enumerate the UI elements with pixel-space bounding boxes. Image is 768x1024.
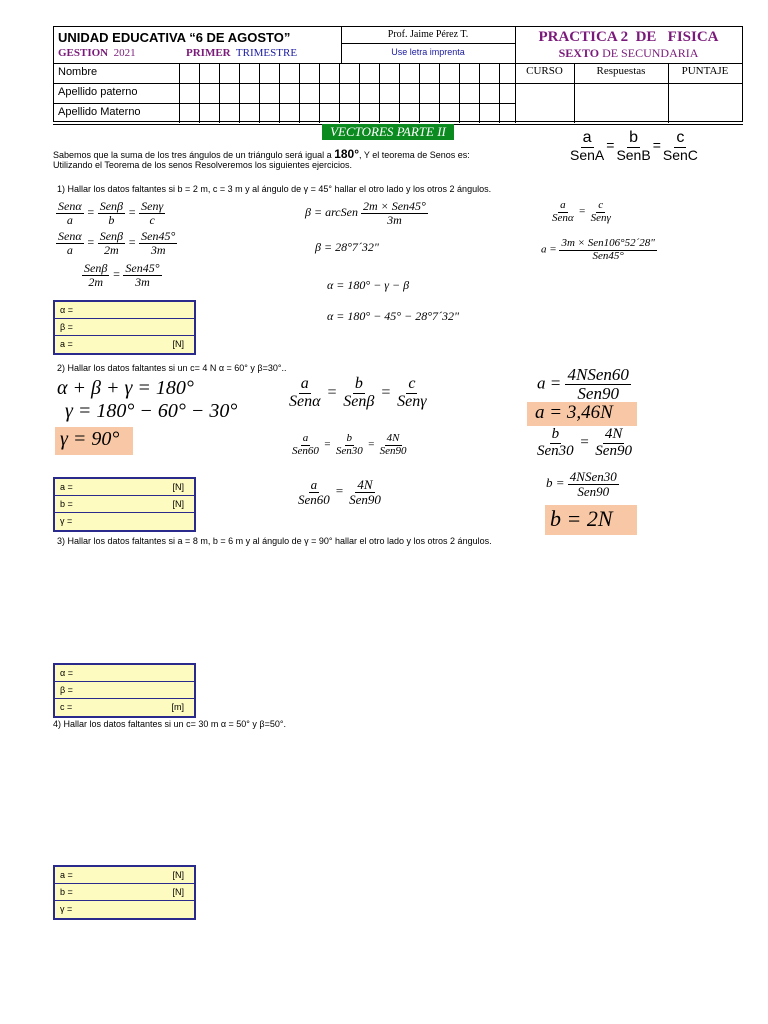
- p1-beta-result: β = 28°7´32": [315, 240, 379, 254]
- eq-term: Sen90: [577, 383, 619, 402]
- p2-b-result: b = 2N: [550, 506, 613, 531]
- p1-alpha-2: α = 180° − 45° − 28°7´32": [327, 309, 460, 323]
- divider: [54, 63, 742, 64]
- law-a: a: [582, 129, 592, 146]
- eq-term: Senβ: [99, 199, 124, 213]
- answer-row[interactable]: [55, 867, 194, 884]
- label-respuestas: Respuestas: [596, 65, 646, 77]
- eq-term: Senγ: [141, 199, 164, 213]
- intro-text-a: Sabemos que la suma de los tres ángulos de un triángulo será igual a: [53, 150, 332, 160]
- intro-line-2: Utilizando el Teorema de los senos Resolveremos los siguientes ejercicios.: [53, 160, 352, 170]
- answer-label: b =: [60, 887, 73, 897]
- eq-term: b: [346, 432, 353, 444]
- eq-term: 4N: [357, 477, 373, 492]
- intro-180: 180°: [334, 147, 360, 161]
- grade-sexto: SEXTO: [558, 46, 600, 60]
- eq-term: a: [302, 432, 309, 444]
- label-apellido-paterno: Apellido paterno: [58, 86, 138, 98]
- answer-label: c =: [60, 702, 73, 712]
- gestion-year: 2021: [113, 47, 136, 59]
- label-apellido-materno: Apellido Materno: [58, 106, 141, 118]
- eq-term: Senβ: [343, 392, 375, 410]
- answer-row[interactable]: [55, 319, 194, 336]
- law-c: c: [676, 129, 685, 146]
- answer-unit: [N]: [172, 482, 184, 492]
- eq-term: a: [310, 477, 318, 492]
- divider: [219, 63, 220, 123]
- answer-unit: [N]: [172, 499, 184, 509]
- divider: [54, 83, 742, 84]
- eq-term: 2m: [104, 242, 119, 257]
- answer-label: γ =: [60, 516, 73, 526]
- trimestre: [186, 47, 297, 59]
- eq-term: 4N: [604, 426, 623, 442]
- p2-gamma-eq: γ = 180° − 60° − 30°: [65, 400, 238, 422]
- eq-term: Sen45°: [125, 261, 160, 275]
- eq-term: 3m: [135, 274, 150, 289]
- p2-b-formula: [546, 470, 619, 498]
- answer-label: a =: [60, 870, 73, 880]
- law-senc: SenC: [662, 146, 698, 163]
- eq-term: Senβ: [99, 229, 124, 243]
- answer-row[interactable]: [55, 496, 194, 513]
- grade-rest: DE SECUNDARIA: [602, 46, 699, 60]
- instruction-text: Use letra imprenta: [391, 47, 465, 57]
- divider: [341, 43, 515, 44]
- trimestre-primer: PRIMER: [186, 47, 231, 59]
- eq-term: c: [598, 199, 604, 211]
- law-eq: =: [606, 136, 615, 153]
- divider: [419, 63, 420, 123]
- header-table: [53, 26, 743, 122]
- eq-term: Sen90: [577, 483, 610, 499]
- eq-term: 3m × Sen106°52´28": [561, 237, 655, 249]
- eq-term: b: [108, 212, 115, 227]
- eq-term: b =: [546, 475, 565, 491]
- eq-term: Senα: [289, 392, 321, 410]
- problem-2: 2) Hallar los datos faltantes si un c= 4 N α = 60° y β=30°..: [57, 363, 287, 373]
- answer-label: γ =: [60, 904, 73, 914]
- eq-term: Senα: [58, 199, 82, 213]
- answer-box-2: [53, 477, 196, 532]
- divider: [439, 63, 440, 123]
- p1-equation-1: $\frac{\text{Senα}}{a}$ = $\frac{\text{Senβ}}{b}$ = $\frac{\text{Senγ}}{c}$: [58, 199, 164, 227]
- divider: [279, 63, 280, 123]
- divider: [339, 63, 340, 123]
- law-eq: =: [652, 136, 661, 153]
- grade-title: [515, 46, 742, 61]
- eq-term: 2m × Sen45°: [362, 199, 426, 213]
- answer-row[interactable]: [55, 479, 194, 496]
- intro-text-c: , Y el teorema de Senos es:: [359, 150, 470, 160]
- eq-term: Senα: [58, 229, 82, 243]
- eq-term: Senα: [552, 211, 574, 224]
- eq-term: 4N: [386, 432, 400, 444]
- divider: [359, 63, 360, 123]
- problem-4: 4) Hallar los datos faltantes si un c= 30 m α = 50° y β=50°.: [53, 719, 286, 729]
- divider: [239, 63, 240, 123]
- p2-law: $\frac{a}{\text{Senα}}$ = $\frac{b}{\text{Senβ}}$ = $\frac{c}{\text{Senγ}}$: [289, 375, 427, 410]
- eq-term: a =: [537, 373, 562, 393]
- eq-term: 4NSen60: [567, 366, 629, 384]
- answer-label: a =: [60, 339, 73, 349]
- answer-row[interactable]: [55, 665, 194, 682]
- eq-term: a: [300, 375, 309, 392]
- eq-term: Sen90: [379, 444, 407, 457]
- answer-box-1: [53, 300, 196, 355]
- p2-gamma-result: γ = 90°: [60, 428, 120, 450]
- p2-sub: $\frac{a}{\text{Sen60}}$ = $\frac{b}{\text{Sen30}}$ = $\frac{4N}{\text{Sen90}}$: [292, 432, 407, 457]
- eq-term: 3m: [387, 212, 402, 227]
- eq-term: β = arcSen: [305, 204, 358, 219]
- eq-term: c: [149, 212, 155, 227]
- p1-a-formula: [541, 238, 657, 262]
- eq-term: Sen90: [595, 442, 632, 459]
- p2-sub-2: $\frac{a}{\text{Sen60}}$ = $\frac{4N}{\text{Sen90}}$: [298, 477, 381, 507]
- eq-term: b: [354, 375, 363, 392]
- divider: [179, 63, 180, 123]
- divider: [459, 63, 460, 123]
- eq-term: a =: [541, 243, 557, 256]
- divider: [54, 103, 515, 104]
- answer-row[interactable]: [55, 336, 194, 353]
- answer-box-4: [53, 865, 196, 920]
- label-puntaje: PUNTAJE: [681, 65, 729, 77]
- answer-row[interactable]: [55, 901, 194, 918]
- answer-label: β =: [60, 685, 73, 695]
- p1-equation-3: $\frac{\text{Senβ}}{2m}$ = $\frac{\text{Sen45°}}{3m}$: [84, 261, 160, 289]
- eq-term: 2m: [88, 274, 103, 289]
- divider: [199, 63, 200, 123]
- gestion-label: GESTION: [58, 47, 109, 59]
- eq-term: 3m: [150, 242, 166, 257]
- p2-a-result: a = 3,46N: [535, 402, 613, 423]
- law-b: b: [629, 129, 639, 146]
- law-of-sines: [568, 130, 700, 162]
- eq-term: Senγ: [397, 392, 427, 410]
- answer-row[interactable]: [55, 302, 194, 319]
- law-sena: SenA: [570, 146, 605, 163]
- answer-row[interactable]: [55, 513, 194, 530]
- eq-term: Sen30: [335, 444, 363, 457]
- eq-term: Sen45°: [141, 229, 176, 243]
- answer-unit: [N]: [172, 339, 184, 349]
- p2-a-formula: [537, 366, 631, 402]
- school-name: UNIDAD EDUCATIVA “6 DE AGOSTO”: [58, 30, 291, 45]
- answer-label: b =: [60, 499, 73, 509]
- problem-3: 3) Hallar los datos faltantes si a = 8 m, b = 6 m y al ángulo de γ = 90° hallar el otro lado y los otros 2 ángulos.: [57, 536, 492, 546]
- divider: [379, 63, 380, 123]
- answer-box-3: [53, 663, 196, 718]
- divider: [479, 63, 480, 123]
- eq-term: Senβ: [84, 261, 108, 275]
- p1-alpha-1: α = 180° − γ − β: [327, 278, 410, 292]
- answer-unit: [N]: [172, 870, 184, 880]
- intro-line-1: [53, 147, 470, 161]
- answer-label: β =: [60, 322, 73, 332]
- p2-angle-sum: α + β + γ = 180°: [57, 377, 194, 399]
- label-nombre: Nombre: [58, 66, 98, 78]
- eq-term: Senγ: [590, 211, 611, 224]
- eq-term: a: [560, 199, 566, 211]
- eq-term: 4NSen30: [569, 469, 617, 484]
- divider: [259, 63, 260, 123]
- gestion: [58, 47, 136, 59]
- section-title: VECTORES PARTE II: [322, 124, 454, 140]
- eq-term: Sen60: [298, 491, 330, 507]
- problem-1: 1) Hallar los datos faltantes si b = 2 m, c = 3 m y al ángulo de γ = 45° hallar el otro lado y los otros 2 ángulos.: [57, 184, 492, 194]
- trimestre-word: TRIMESTRE: [235, 47, 298, 59]
- divider: [319, 63, 320, 123]
- eq-term: a: [66, 212, 73, 227]
- p1-law-a: $\frac{a}{\text{Senα}}$ = $\frac{c}{\text{Senγ}}$: [552, 199, 611, 224]
- eq-term: Sen30: [537, 442, 574, 459]
- answer-row[interactable]: [55, 682, 194, 699]
- eq-term: Sen90: [349, 491, 381, 507]
- p1-equation-2: $\frac{\text{Senα}}{a}$ = $\frac{\text{Senβ}}{2m}$ = $\frac{\text{Sen45°}}{3m}$: [58, 229, 176, 257]
- practice-title: PRACTICA 2 DE FISICA: [538, 29, 719, 45]
- eq-term: c: [408, 375, 416, 392]
- answer-label: α =: [60, 305, 73, 315]
- p2-b-eq: $\frac{b}{\text{Sen30}}$ = $\frac{4N}{\text{Sen90}}$: [537, 426, 632, 459]
- eq-term: Sen45°: [592, 249, 624, 262]
- law-senb: SenB: [616, 146, 651, 163]
- answer-unit: [m]: [171, 702, 184, 712]
- divider: [499, 63, 500, 123]
- answer-row[interactable]: [55, 699, 194, 716]
- eq-term: Sen60: [292, 444, 319, 457]
- p1-beta-arcsen: [305, 200, 428, 226]
- teacher-name: Prof. Jaime Pérez T.: [387, 29, 469, 40]
- eq-term: a: [66, 242, 73, 257]
- divider: [299, 63, 300, 123]
- divider: [399, 63, 400, 123]
- answer-label: a =: [60, 482, 73, 492]
- answer-label: α =: [60, 668, 73, 678]
- label-curso: CURSO: [526, 65, 563, 77]
- answer-unit: [N]: [172, 887, 184, 897]
- eq-term: b: [551, 426, 560, 442]
- answer-row[interactable]: [55, 884, 194, 901]
